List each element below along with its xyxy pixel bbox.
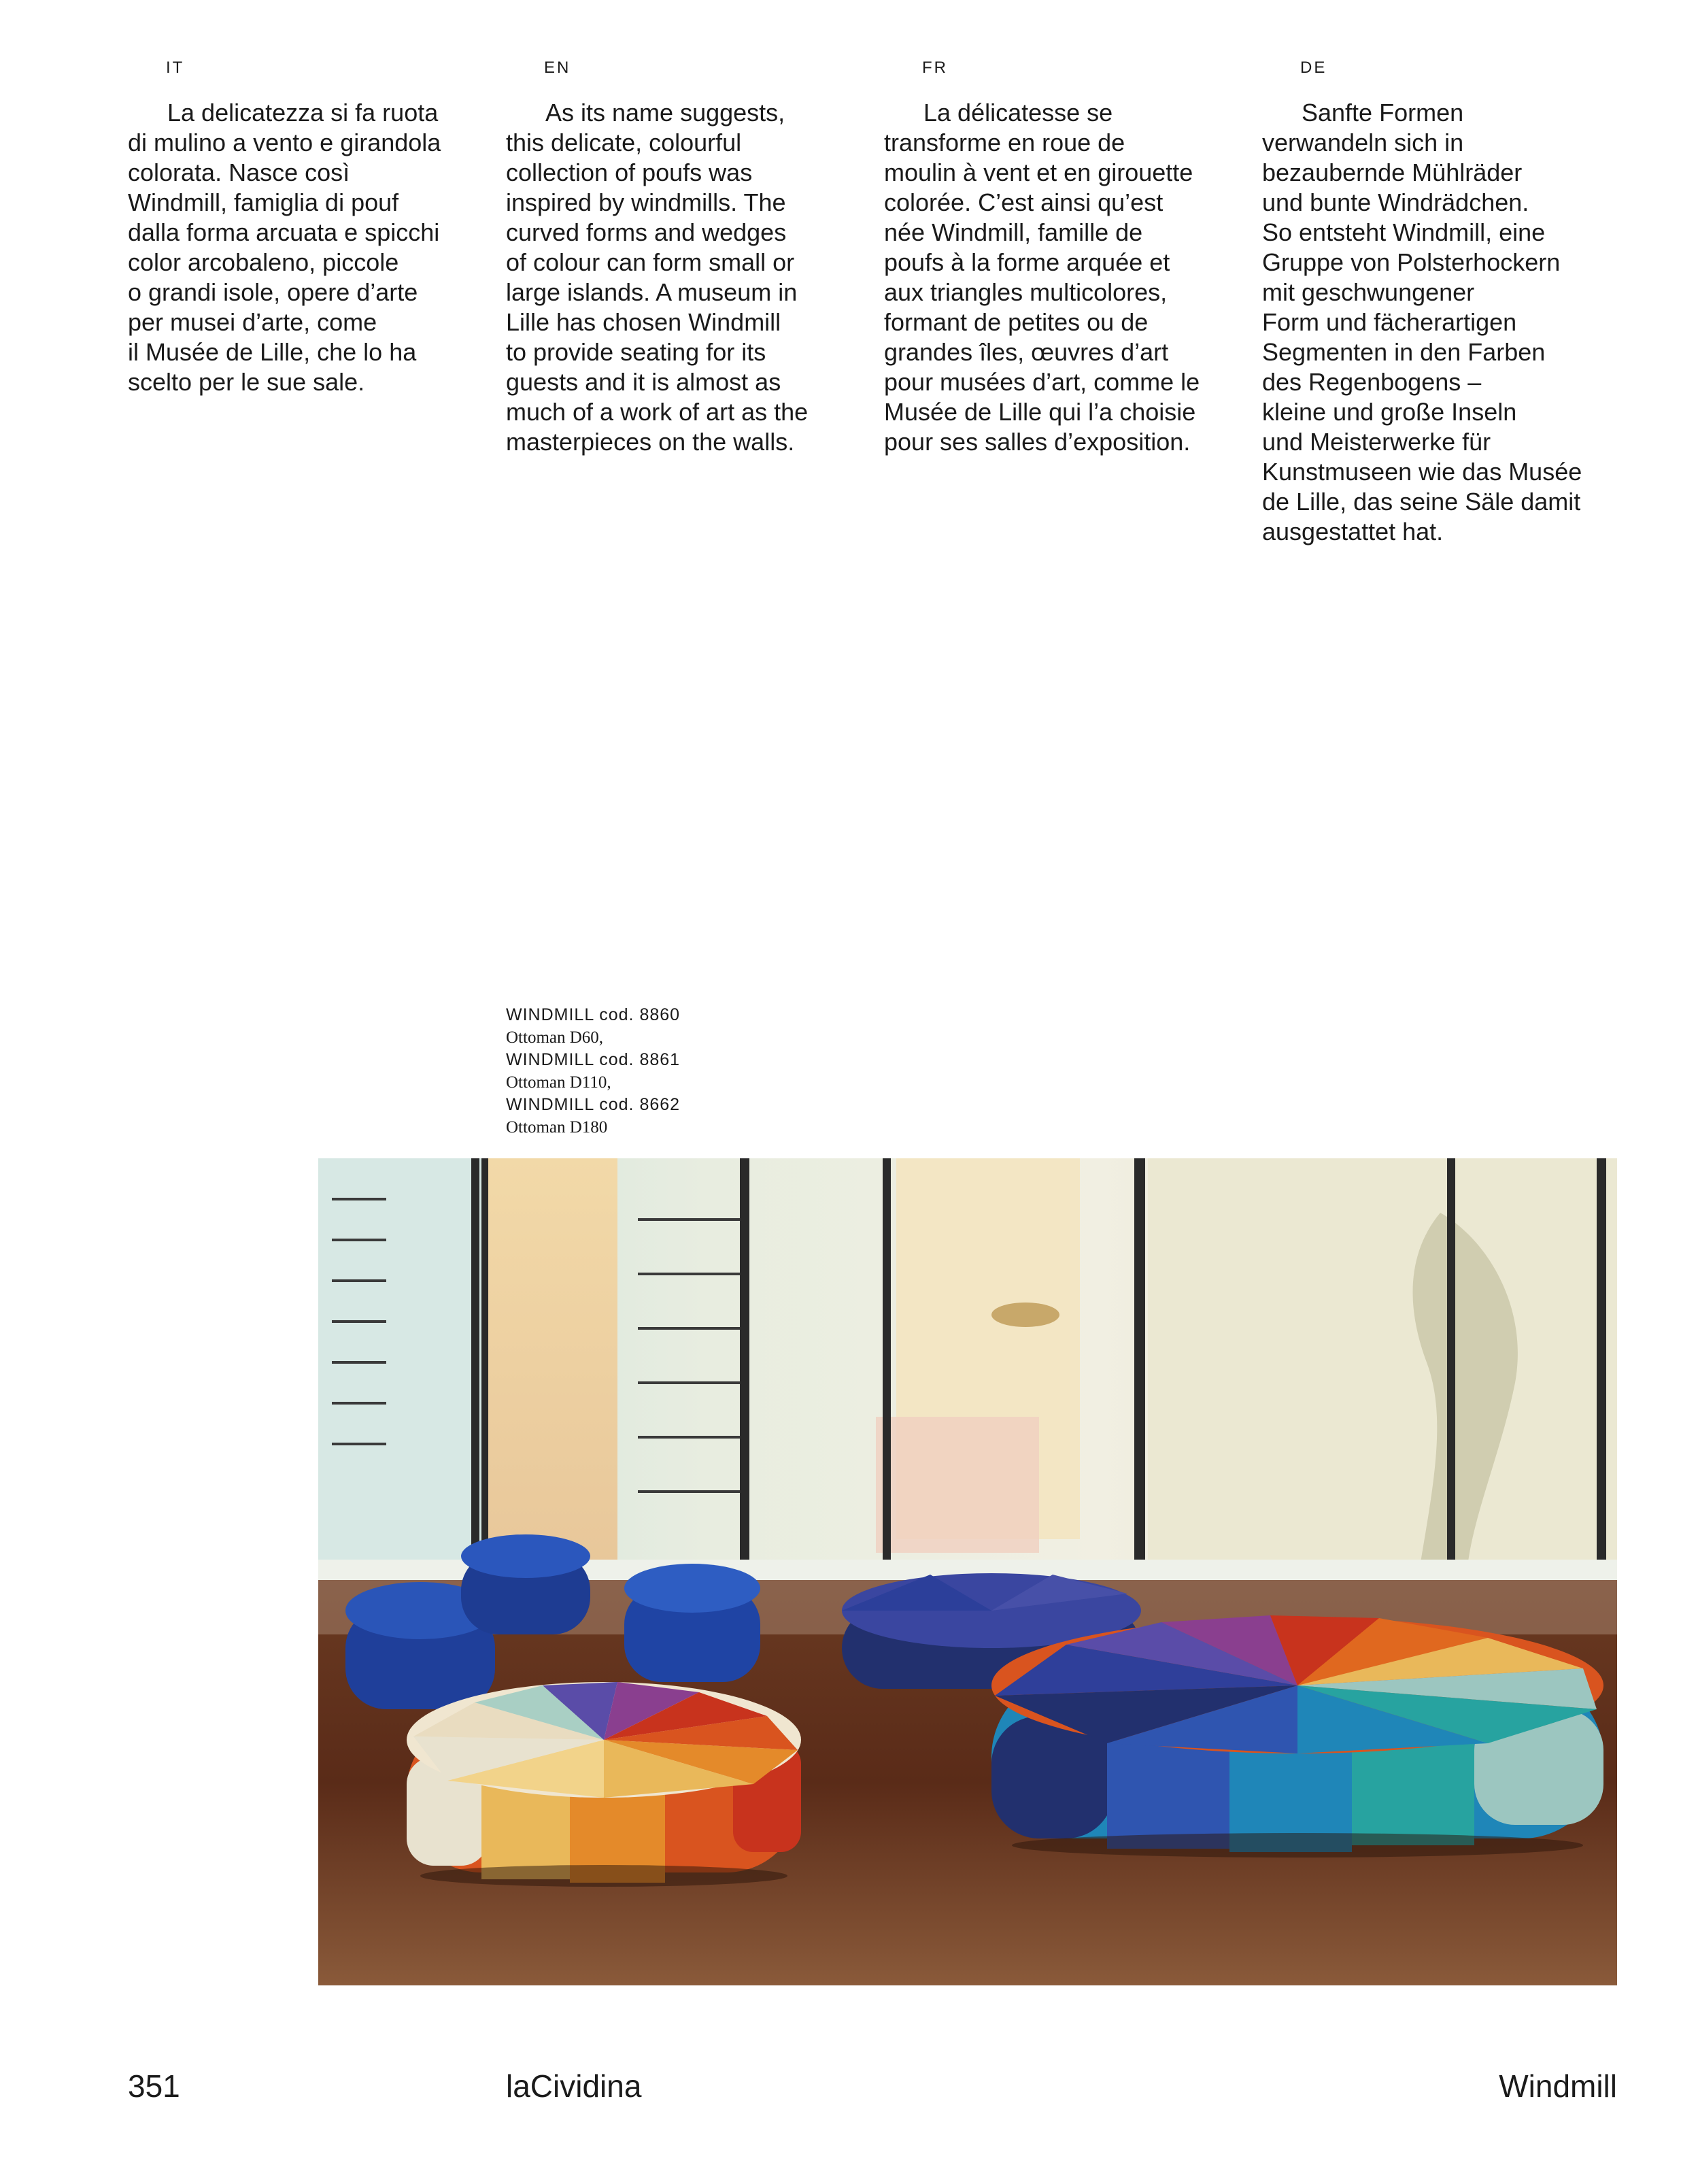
page-number: 351 [128,2068,180,2104]
column-it [128,58,495,397]
product-name: Windmill [1499,2068,1617,2104]
language-label: IT [166,58,185,77]
column-en [506,58,873,457]
caption-code: WINDMILL cod. 8662 [506,1095,681,1114]
caption-description: Ottoman D180 [506,1118,608,1137]
product-caption [506,1004,778,1139]
rainbow-pouf-left [407,1682,801,1883]
caption-description: Ottoman D60, [506,1028,604,1047]
pouf-shadow [420,1865,787,1887]
museum-interior-illustration [318,1158,1617,1985]
caption-description: Ottoman D110, [506,1073,611,1092]
caption-code: WINDMILL cod. 8860 [506,1005,681,1024]
body-text: La delicatezza si fa ruota di mulino a vento e girandola colorata. Nasce così Windmill, famiglia di pouf dalla forma arcuata e spicchi color arcobaleno, piccole o grandi isole, opere d’arte per musei d’arte, come il Musée de Lille, che lo ha scelto per le sue sale. [128,99,441,396]
right-glass [1148,1158,1617,1580]
body-text: La délicatesse se transforme en roue de moulin à vent et en girouette colorée. C’est ainsi qu’est née Windmill, famille de poufs à la forme arquée et aux triangles multicolores, formant de petites ou de grandes îles, œuvres d’art pour musées d’art, comme le Musée de Lille qui l’a choisie pour ses salles d’exposition. [884,99,1200,456]
column-de [1262,58,1629,547]
column-fr [884,58,1251,457]
body-text: Sanfte Formen verwandeln sich in bezaubernde Mühlräder und bunte Windrädchen. So entsteht Windmill, eine Gruppe von Polsterhockern mit geschwungener Form und fächerartigen Segmenten in den Farben des Regenbogens – kleine und große Inseln und Meisterwerke für Kunstmuseen wie das Musée de Lille, das seine Säle damit ausgestattet hat. [1262,99,1582,545]
caption-code: WINDMILL cod. 8861 [506,1050,681,1069]
brand-name: laCividina [506,2068,642,2104]
body-text: As its name suggests, this delicate, colourful collection of poufs was inspired by windmills. The curved forms and wedges of colour can form small or large islands. A museum in Lille has chosen Windmill to provide seating for its guests and it is almost as much of a work of art as the masterpieces on the walls. [506,99,809,456]
shelf-bottles [991,1303,1059,1327]
language-label: EN [544,58,571,77]
sculpture-blur [876,1417,1039,1553]
language-label: FR [922,58,948,77]
product-photo [318,1158,1617,1985]
language-label: DE [1300,58,1327,77]
doorway-glow [488,1158,617,1566]
rainbow-pouf-large [991,1615,1603,1852]
pouf-shadow [1012,1833,1583,1858]
